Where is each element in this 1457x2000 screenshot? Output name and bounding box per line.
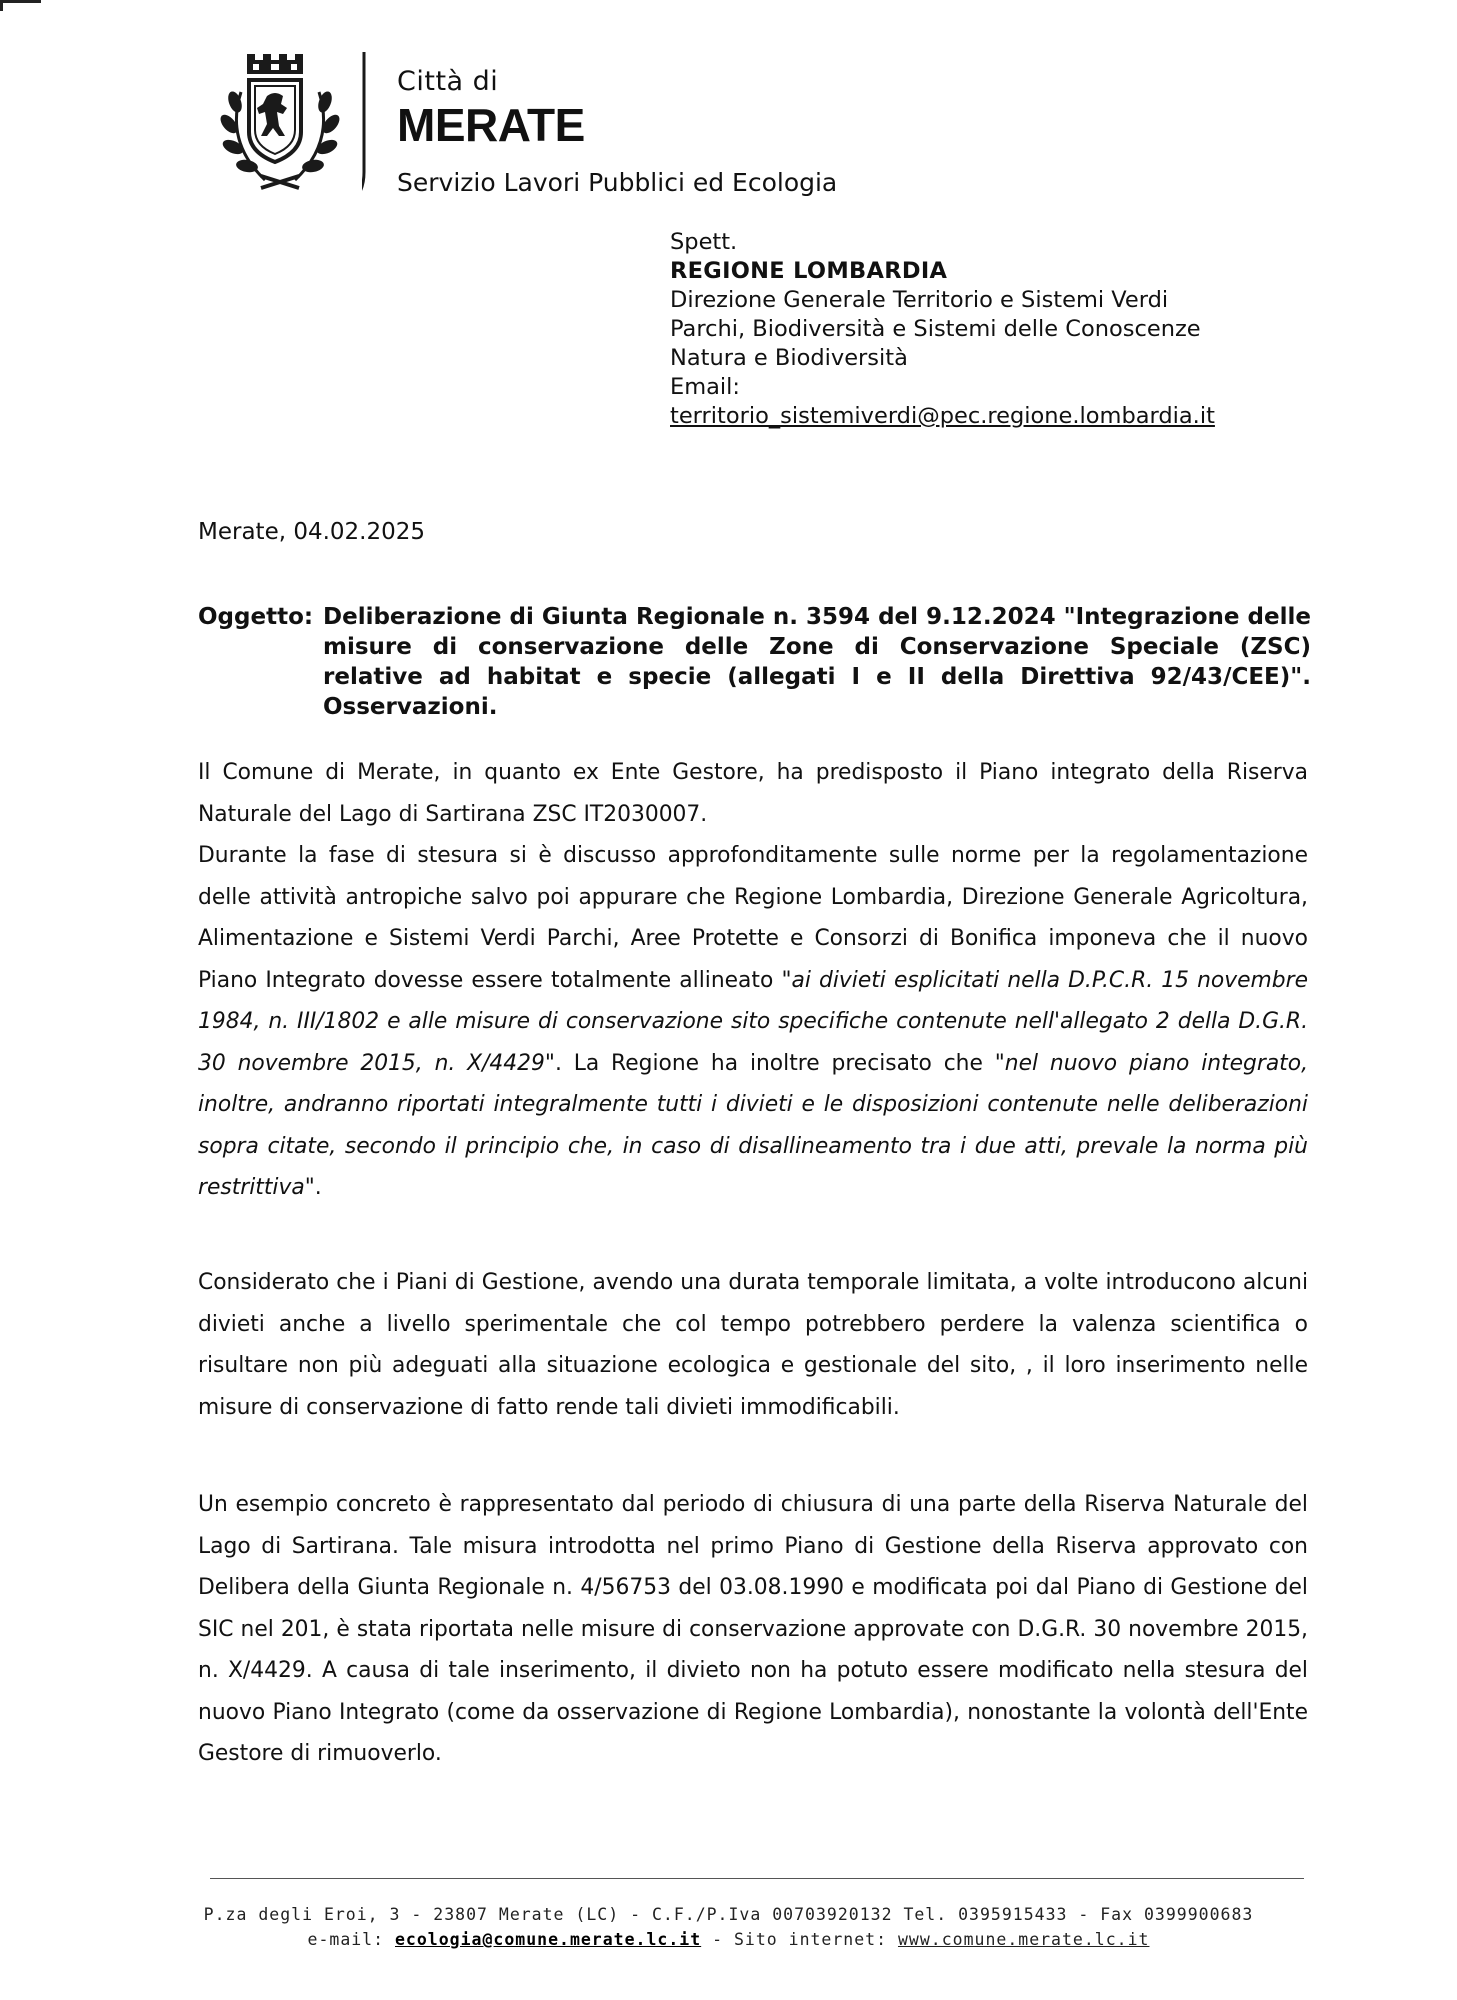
- subject-text: Deliberazione di Giunta Regionale n. 3594 del 9.12.2024 "Integrazione delle misure di conservazione delle Zone di Conservazione Speciale (ZSC) relative ad habitat e specie (allegati I e II della Direttiva 92/43/CEE)". Osservazioni.: [323, 604, 1311, 720]
- scan-corner-mark: [0, 0, 41, 11]
- recipient-org: REGIONE LOMBARDIA: [670, 258, 948, 284]
- body-paragraph-1: [198, 752, 1308, 1209]
- footer-email-link[interactable]: ecologia@comune.merate.lc.it: [395, 1930, 702, 1949]
- body-text: . La Regione ha inoltre precisato che: [554, 1050, 983, 1076]
- recipient-email-link[interactable]: territorio_sistemiverdi@pec.regione.lombardia.it: [670, 403, 1215, 429]
- footer-site-label: - Sito internet:: [712, 1930, 888, 1949]
- footer-contacts: [0, 1930, 1457, 1949]
- body-paragraph-2: Considerato che i Piani di Gestione, avendo una durata temporale limitata, a volte introducono alcuni divieti anche a livello sperimentale che col tempo potrebbero perdere la valenza scientifica o risultare non più adeguati alla situazione ecologica e gestionale del sito, , il loro inserimento nelle misure di conservazione di fatto rende tali divieti immodificabili.: [198, 1270, 1308, 1420]
- subject-label: Oggetto:: [198, 604, 314, 630]
- footer-email-label: e-mail:: [307, 1930, 385, 1949]
- footer-site-link[interactable]: www.comune.merate.lc.it: [897, 1930, 1150, 1949]
- city-label: Città di: [397, 66, 499, 97]
- letter-date: Merate, 04.02.2025: [198, 519, 426, 545]
- city-crest-icon: [205, 52, 355, 202]
- recipient-salutation: Spett.: [670, 229, 738, 255]
- body-text: Durante la fase di stesura si è discusso approfonditamente sulle norme per la regolamentazione delle attività antropiche salvo poi appurare che Regione Lombardia, Direzione Generale Agricoltura, Alimentazione e Sistemi Verdi Parchi, Aree Protette e Consorzi di Bonifica imponeva che il nuovo Piano Integrato dovesse essere totalmente allineato: [198, 843, 1308, 993]
- recipient-email-label: Email:: [670, 374, 741, 400]
- footer-rule: [210, 1878, 1304, 1879]
- recipient-line: Parchi, Biodiversità e Sistemi delle Conoscenze: [670, 316, 1201, 342]
- service-name: Servizio Lavori Pubblici ed Ecologia: [397, 168, 838, 197]
- body-sentence: [198, 835, 1308, 1209]
- header-divider: [362, 52, 366, 200]
- quote-text: "nel nuovo piano integrato, inoltre, andranno riportati integralmente tutti i divieti e le disposizioni contenute nelle deliberazioni sopra citate, secondo il principio che, in caso di disallineamento tra i due atti, prevale la norma più restrittiva": [198, 1050, 1308, 1200]
- body-paragraph-3: Un esempio concreto è rappresentato dal periodo di chiusura di una parte della Riserva Naturale del Lago di Sartirana. Tale misura introdotta nel primo Piano di Gestione della Riserva approvato con Delibera della Giunta Regionale n. 4/56753 del 03.08.1990 e modificata poi dal Piano di Gestione del SIC nel 201, è stata riportata nelle misure di conservazione approvate con D.G.R. 30 novembre 2015, n. X/4429. A causa di tale inserimento, il divieto non ha potuto essere modificato nella stesura del nuovo Piano Integrato (come da osservazione di Regione Lombardia), nonostante la volontà dell'Ente Gestore di rimuoverlo.: [198, 1492, 1308, 1766]
- body-sentence: Il Comune di Merate, in quanto ex Ente Gestore, ha predisposto il Piano integrato della Riserva Naturale del Lago di Sartirana ZSC IT2030007.: [198, 760, 1308, 827]
- quote-text: "ai divieti esplicitati nella D.P.C.R. 15 novembre 1984, n. III/1802 e alle misure di conservazione sito specifiche contenute nell'allegato 2 della D.G.R. 30 novembre 2015, n. X/4429": [198, 967, 1309, 1076]
- city-name: MERATE: [397, 99, 585, 151]
- body-text: .: [314, 1175, 322, 1200]
- recipient-line: Natura e Biodiversità: [670, 345, 908, 371]
- footer-address: P.za degli Eroi, 3 - 23807 Merate (LC) - C.F./P.Iva 00703920132 Tel. 0395915433 - Fax 0399900683: [203, 1905, 1254, 1924]
- recipient-line: Direzione Generale Territorio e Sistemi Verdi: [670, 287, 1169, 313]
- recipient-block: [670, 228, 1215, 431]
